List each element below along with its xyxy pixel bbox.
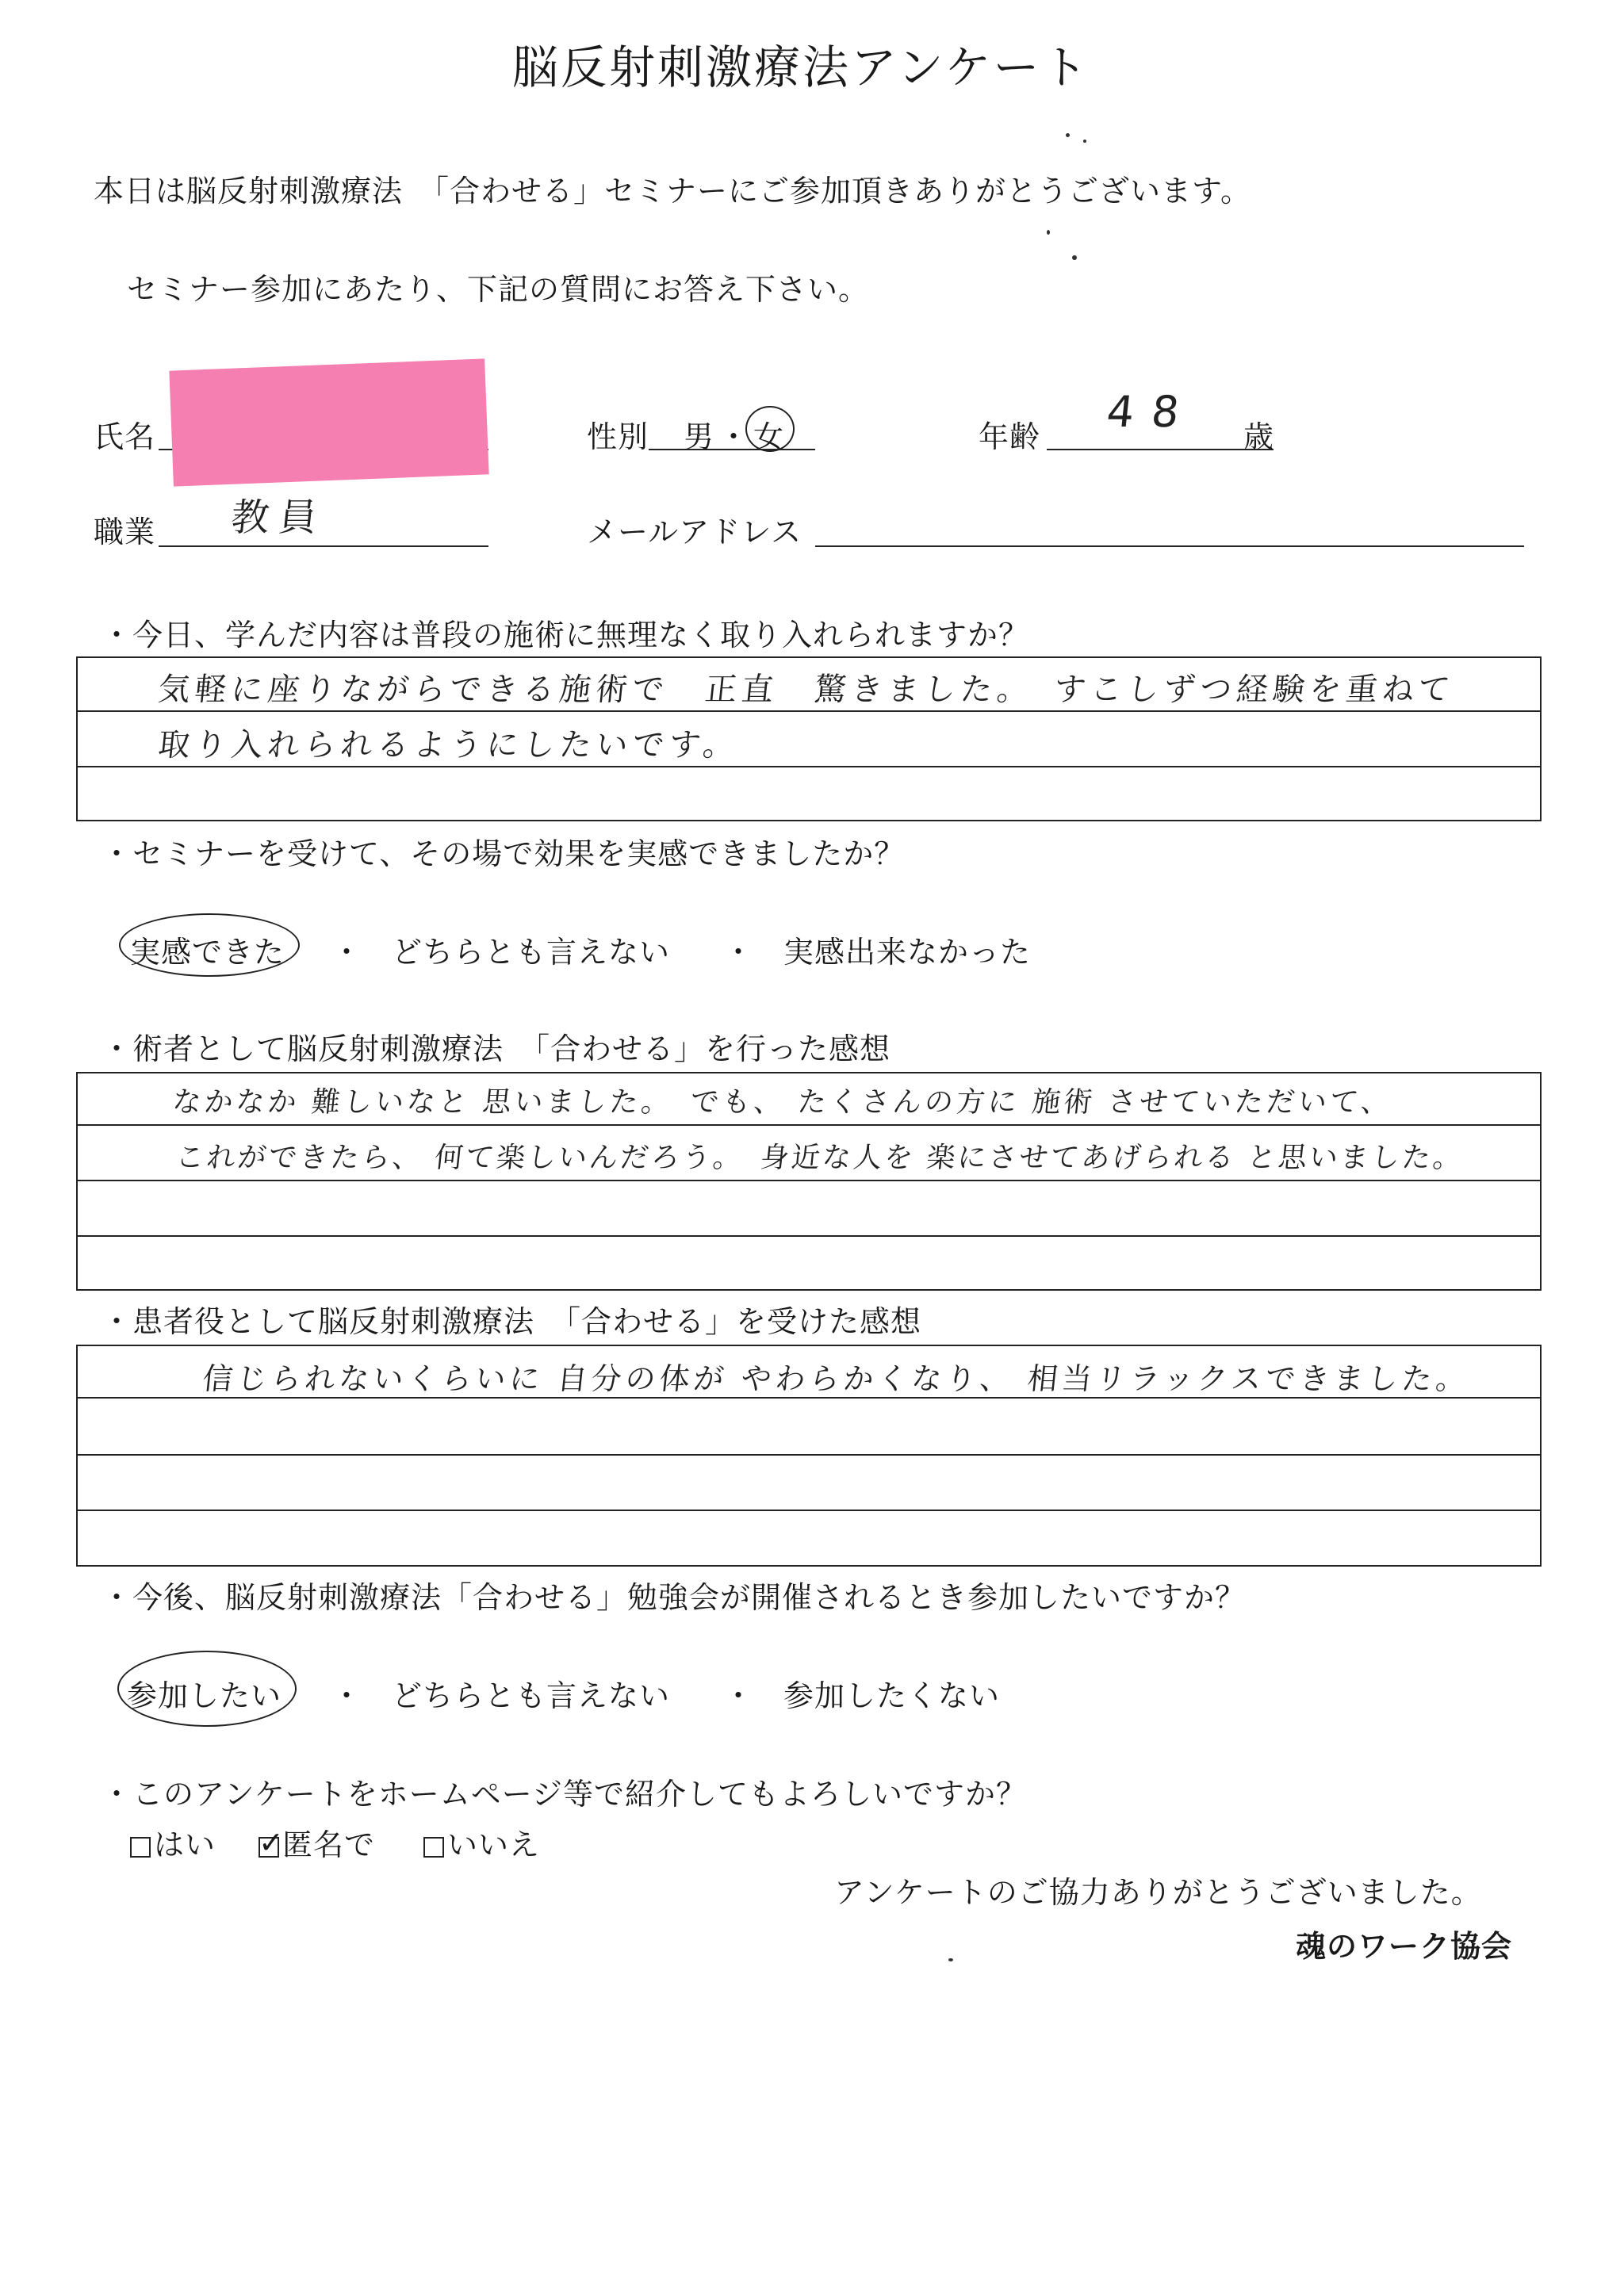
q6-option-yes[interactable] bbox=[130, 1820, 216, 1864]
q6-label-anonymous: 匿名で bbox=[282, 1827, 376, 1862]
q5-separator-1: ・ bbox=[331, 1678, 363, 1713]
q3-answer-line2: これができたら、 何て楽しいんだろう。 身近な人を 楽にさせてあげられる と思いました。 bbox=[174, 1142, 1466, 1174]
q6-checkbox-yes[interactable] bbox=[130, 1837, 151, 1858]
occupation-value: 教員 bbox=[228, 496, 329, 540]
q5-selection-circle bbox=[117, 1651, 297, 1727]
scan-speck bbox=[948, 1958, 953, 1961]
page-title: 脳反射刺激療法アンケート bbox=[512, 40, 1090, 94]
q5-option-3[interactable]: 参加したくない bbox=[783, 1678, 1001, 1713]
q4-answer-line1: 信じられないくらいに 自分の体が やわらかくなり、 相当リラックスできました。 bbox=[201, 1361, 1473, 1396]
occupation-label: 職業 bbox=[94, 515, 156, 549]
q2-separator-1: ・ bbox=[331, 935, 363, 970]
name-label: 氏名 bbox=[94, 419, 156, 454]
name-redaction bbox=[169, 358, 488, 486]
q2-option-3[interactable]: 実感出来なかった bbox=[783, 935, 1032, 970]
q1-question: ・今日、学んだ内容は普段の施術に無理なく取り入れられますか？ bbox=[102, 618, 1030, 652]
email-label: メールアドレス bbox=[587, 515, 802, 549]
gender-separator: ・ bbox=[718, 419, 750, 454]
q6-checkbox-no[interactable] bbox=[423, 1837, 444, 1858]
q6-option-anonymous[interactable] bbox=[259, 1820, 375, 1864]
gender-label: 性別 bbox=[587, 419, 649, 454]
scan-speck bbox=[1083, 140, 1086, 143]
q5-separator-2: ・ bbox=[723, 1678, 755, 1713]
intro-text: 本日は脳反射刺激療法 「合わせる」セミナーにご参加頂きありがとうございます。 bbox=[94, 174, 1251, 209]
q6-option-no[interactable] bbox=[423, 1820, 540, 1864]
q1-answer-line2: 取り入れられるようにしたいです。 bbox=[156, 727, 741, 763]
email-field[interactable] bbox=[815, 545, 1524, 547]
checkmark-icon: ✓ bbox=[259, 1825, 285, 1860]
scan-speck bbox=[1072, 255, 1077, 260]
age-value: 48 bbox=[1104, 387, 1200, 437]
gender-selection-circle bbox=[745, 406, 795, 452]
q2-separator-2: ・ bbox=[723, 935, 755, 970]
gender-option-female[interactable]: 女 bbox=[753, 419, 785, 454]
q5-question: ・今後、脳反射刺激療法「合わせる」勉強会が開催されるとき参加したいですか？ bbox=[102, 1580, 1247, 1615]
q6-question: ・このアンケートをホームページ等で紹介してもよろしいですか？ bbox=[102, 1777, 1027, 1812]
occupation-field[interactable] bbox=[159, 545, 488, 547]
q2-selection-circle bbox=[119, 913, 300, 977]
q6-label-no: いいえ bbox=[447, 1827, 541, 1862]
q5-option-2[interactable]: どちらとも言えない bbox=[392, 1678, 671, 1713]
scan-speck bbox=[1066, 133, 1070, 137]
q2-question: ・セミナーを受けて、その場で効果を実感できましたか？ bbox=[102, 836, 906, 871]
q3-question: ・術者として脳反射刺激療法 「合わせる」を行った感想 bbox=[102, 1031, 891, 1066]
organization-name: 魂のワーク協会 bbox=[1296, 1928, 1513, 1964]
q4-question: ・患者役として脳反射刺激療法 「合わせる」を受けた感想 bbox=[102, 1304, 922, 1339]
scan-speck bbox=[1047, 230, 1050, 235]
q2-option-2[interactable]: どちらとも言えない bbox=[392, 935, 671, 970]
q6-label-yes: はい bbox=[154, 1827, 216, 1862]
q5-option-1[interactable]: 参加したい bbox=[127, 1678, 282, 1713]
q2-option-1[interactable]: 実感できた bbox=[130, 935, 285, 970]
gender-option-male[interactable]: 男 bbox=[684, 419, 715, 454]
age-field[interactable] bbox=[1047, 449, 1274, 450]
instruction-text: セミナー参加にあたり、下記の質問にお答え下さい。 bbox=[127, 272, 870, 307]
q1-answer-line1: 気軽に座りながらできる施術で 正直 驚きました。 すこしずつ経験を重ねて bbox=[156, 672, 1457, 708]
age-label: 年齢 bbox=[979, 419, 1041, 454]
q3-answer-line1: なかなか 難しいなと 思いました。 でも、 たくさんの方に 施術 させていただいて、 bbox=[170, 1086, 1395, 1119]
closing-text: アンケートのご協力ありがとうございました。 bbox=[834, 1875, 1482, 1910]
q6-checkbox-anonymous[interactable] bbox=[259, 1825, 285, 1860]
age-unit: 歳 bbox=[1243, 419, 1275, 454]
